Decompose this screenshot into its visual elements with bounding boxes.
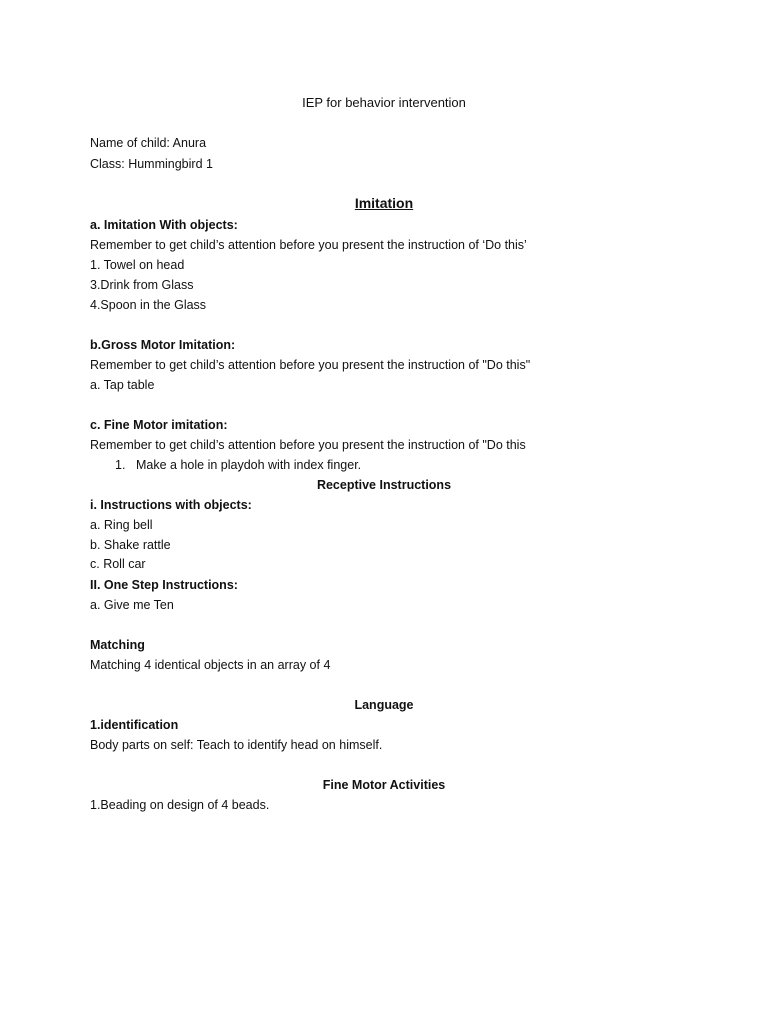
- child-name: Name of child: Anura: [90, 136, 207, 150]
- fine-motor-heading: c. Fine Motor imitation:: [90, 418, 228, 432]
- imitation-heading: Imitation: [354, 195, 414, 211]
- list-item: b. Shake rattle: [90, 538, 171, 552]
- gross-motor-instruction: Remember to get child’s attention before you present the instruction of "Do this": [90, 358, 531, 372]
- language-heading: Language: [354, 698, 414, 712]
- fine-motor-activities-text: 1.Beading on design of 4 beads.: [90, 798, 270, 812]
- identification-heading: 1.identification: [90, 718, 179, 732]
- class-name: Class: Hummingbird 1: [90, 157, 213, 171]
- list-item: Make a hole in playdoh with index finger.: [136, 458, 362, 472]
- fine-motor-activities-heading: Fine Motor Activities: [322, 778, 446, 792]
- gross-motor-heading: b.Gross Motor Imitation:: [90, 338, 236, 352]
- document-title: IEP for behavior intervention: [302, 95, 466, 110]
- list-item: a. Tap table: [90, 378, 155, 392]
- list-item: a. Give me Ten: [90, 598, 174, 612]
- imitation-with-objects-heading: a. Imitation With objects:: [90, 218, 238, 232]
- list-item: c. Roll car: [90, 557, 146, 571]
- fine-motor-instruction: Remember to get child’s attention before you present the instruction of "Do this: [90, 438, 526, 452]
- one-step-instructions-heading: II. One Step Instructions:: [90, 578, 238, 592]
- list-number: 1.: [115, 458, 126, 472]
- list-item: 4.Spoon in the Glass: [90, 298, 207, 312]
- list-item: 1. Towel on head: [90, 258, 185, 272]
- matching-text: Matching 4 identical objects in an array of 4: [90, 658, 331, 672]
- list-item: 3.Drink from Glass: [90, 278, 194, 292]
- instructions-with-objects-heading: i. Instructions with objects:: [90, 498, 252, 512]
- receptive-instructions-heading: Receptive Instructions: [316, 478, 452, 492]
- matching-heading: Matching: [90, 638, 145, 652]
- identification-text: Body parts on self: Teach to identify head on himself.: [90, 738, 383, 752]
- list-item: a. Ring bell: [90, 518, 153, 532]
- imitation-with-objects-instruction: Remember to get child’s attention before you present the instruction of ‘Do this’: [90, 238, 527, 252]
